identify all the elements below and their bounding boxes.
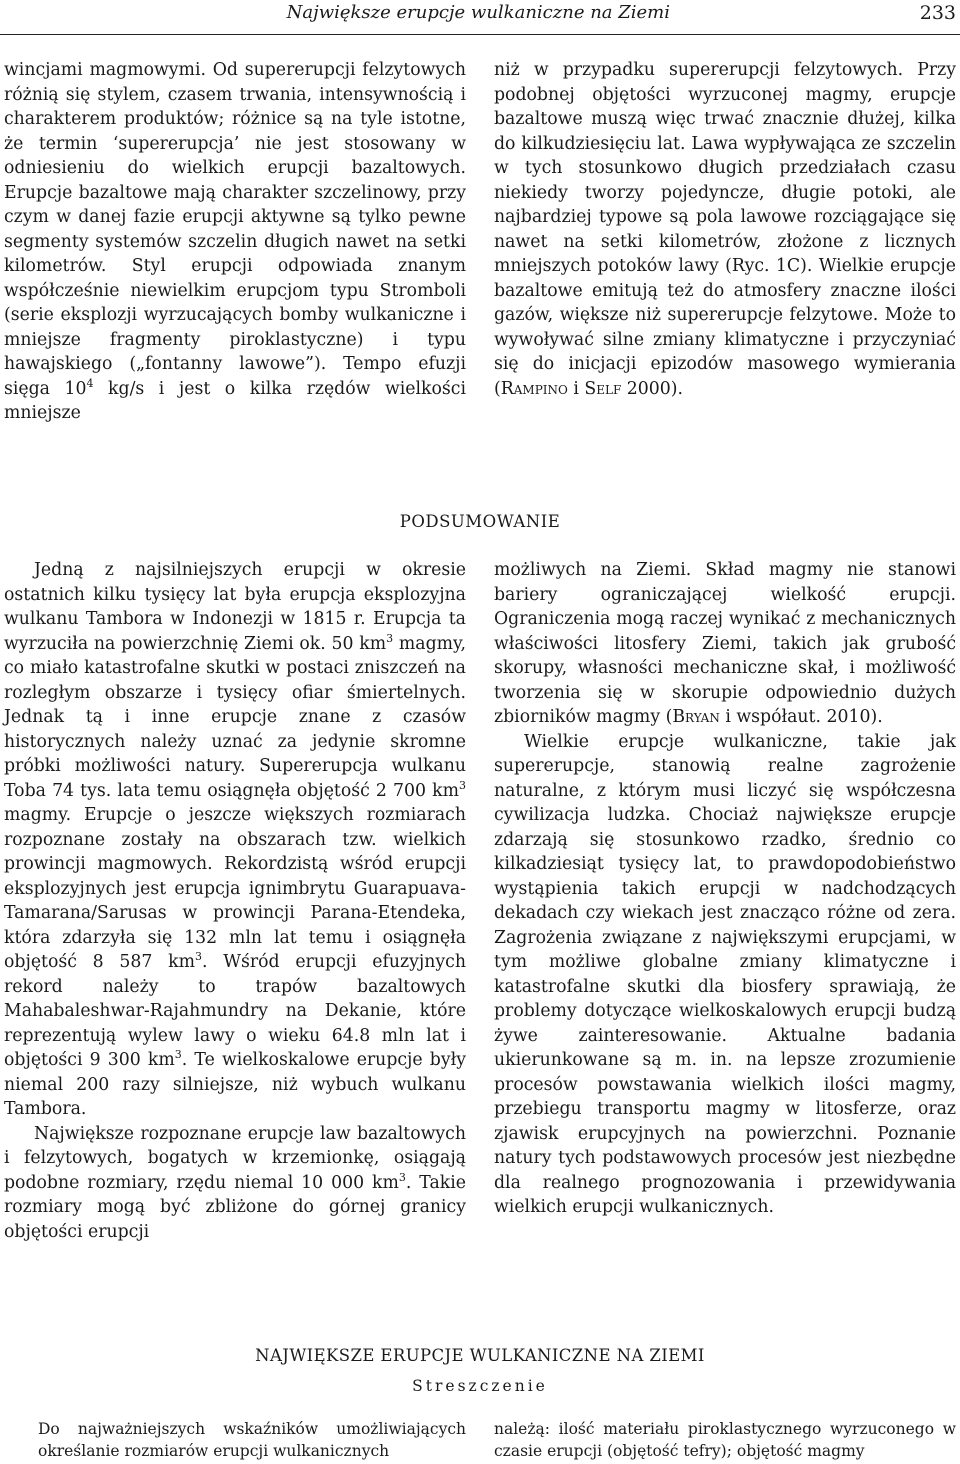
paragraph-largest-eruptions: Największe rozpoznane erupcje law bazaltowych i felzytowych, bogatych w krzemionkę, osiągają podobne rozmiary, rzędu niemal 10 000 $km^3$. Takie rozmiary mogą być zbliżone do górnej granicy objętości erupcji (4, 1123, 466, 1242)
section-heading-summary: PODSUMOWANIE (399, 512, 561, 531)
abstract-subtitle: Streszczenie (412, 1377, 548, 1395)
citation-author: Self (584, 378, 622, 399)
top-right-column (494, 58, 956, 401)
citation-author: Bryan (672, 707, 720, 727)
summary-right-column (494, 558, 956, 1220)
top-left-column (4, 58, 466, 426)
superscript: 3 (459, 778, 466, 792)
superscript: 3 (195, 950, 202, 964)
abstract-left-text: Do najważniejszych wskaźników umożliwiających określanie rozmiarów erupcji wulkanicznych (38, 1420, 466, 1460)
abstract-title: NAJWIĘKSZE ERUPCJE WULKANICZNE NA ZIEMI (255, 1346, 705, 1365)
paragraph-tambora: Jedną z najsilniejszych erupcji w okresie ostatnich kilku tysięcy lat była erupcja eksplozyjna wulkanu Tambora w Indonezji w 1815 r. Erupcja ta wyrzuciła na powierzchnię Ziemi ok. 50 $km^3$ magmy, co miało katastrofalne skutki w postaci zniszczeń na rozległym obszarze i tysięcy ofiar śmiertelnych. Jednak tą i inne erupcje znane z czasów historycznych należy uznać za jedynie skromne próbki możliwości natury. Supererupcja wulkanu Toba 74 tys. lata temu osiągnęła objętość 2 700 $km^3$ magmy. Erupcje o jeszcze większych rozmiarach rozpoznane zostały na obszarach tzw. wielkich prowincji magmowych. Rekordzistą wśród erupcji eksplozyjnych jest erupcja ignimbrytu Guarapuava-Tamarana/Sarusas w prowincji Parana-Etendeka, która zdarzyła się 132 mln lat temu i osiągnęła objętość 8 587 $km^3$. Wśród erupcji efuzyjnych rekord należy to trapów bazaltowych Mahabaleshwar-Rajahmundry na Dekanie, które reprezentują wylew lawy o wieku 64.8 mln lat i objętości 9 300 $km^3$. Te wielkoskalowe erupcje były niemal 200 razy silniejsze, niż wybuch wulkanu Tambora. (4, 560, 466, 1119)
abstract-left-column (38, 1418, 466, 1462)
page-number: 233 (919, 2, 956, 24)
running-header (0, 0, 960, 35)
citation-author: Rampino (500, 378, 568, 399)
paragraph-basalt-duration: niż w przypadku supererupcji felzytowych. Przy podobnej objętości wyrzuconej magmy, erupcje bazaltowe muszą więc trwać znacznie dłużej, kilka do kilkudziesięciu lat. Lawa wypływająca ze szczelin w tych stosunkowo długich przedziałach czasu niekiedy tworzy pojedyncze, długie potoki, ale najbardziej typowe są pola lawowe rozciągające się nawet na setki kilometrów, złożone z licznych mniejszych potoków lawy (Ryc. 1C). Wielkie erupcje bazaltowe emitują też do atmosfery znaczne ilości gazów, większe niż supererupcje felzytowe. Może to wywoływać silne zmiany klimatyczne i przyczyniać się do inicjacji epizodów masowego wymierania (Rampino i Self 2000). (494, 60, 956, 399)
summary-left-column (4, 558, 466, 1244)
running-title: Największe erupcje wulkaniczne na Ziemi (286, 2, 670, 23)
paragraph-basalt-eruptions: wincjami magmowymi. Od supererupcji felzytowych różnią się stylem, czasem trwania, intensywnością i charakterem produktów; różnice są na tyle istotne, że termin ‘supererupcja’ nie jest stosowany w odniesieniu do wielkich erupcji bazaltowych. Erupcje bazaltowe mają charakter szczelinowy, przy czym w danej fazie erupcji aktywne są tylko pewne segmenty systemów szczelin długich nawet na setki kilometrów. Styl erupcji odpowiada znanym współcześnie niewielkim erupcjom typu Stromboli (serie eksplozji wyrzucających bomby wulkaniczne i mniejsze fragmenty piroklastyczne) i typu hawajskiego („fontanny lawowe”). Tempo efuzji sięga $10^4$ kg/s i jest o kilka rzędów wielkości mniejsze (4, 60, 466, 423)
abstract-right-column (494, 1418, 956, 1462)
abstract-right-text: należą: ilość materiału piroklastycznego wyrzuconego w czasie erupcji (objętość tefry); objętość magmy (494, 1420, 956, 1460)
paragraph-limits: możliwych na Ziemi. Skład magmy nie stanowi bariery ograniczającej wielkość erupcji. Ograniczenia mogą raczej wynikać z mechanicznych właściwości litosfery Ziemi, takich jak grubość skorupy, własności mechaniczne skał, i możliwość tworzenia się w skorupie odpowiednio dużych zbiorników magmy (Bryan i współaut. 2010). (494, 560, 956, 727)
superscript: 3 (174, 1048, 182, 1062)
superscript: 4 (86, 376, 94, 390)
superscript: 3 (386, 631, 394, 645)
paragraph-hazards: Wielkie erupcje wulkaniczne, takie jak supererupcje, stanowią realne zagrożenie naturalne, z którym musi liczyć się współczesna cywilizacja ludzka. Chociaż największe erupcje zdarzają się stosunkowo rzadko, średnio co kilkadziesiąt tysięcy lat, to prawdopodobieństwo wystąpienia takich erupcji w nadchodzących dekadach czy wiekach jest znacząco różne od zera. Zagrożenia związane z największymi erupcjami, w tym możliwe globalne zmiany klimatyczne i katastrofalne skutki dla biosfery sprawiają, że problemy dotyczące wielkoskalowych erupcji budzą żywe zainteresowanie. Aktualne badania ukierunkowane są m. in. na lepsze zrozumienie procesów powstawania wielkich ilości magmy, przebiegu transportu magmy w litosferze, oraz zjawisk erupcyjnych na powierzchni. Poznanie natury tych podstawowych procesów jest niezbędne dla realnego prognozowania i przewidywania wielkich erupcji wulkanicznych. (494, 731, 956, 1217)
superscript: 3 (398, 1170, 406, 1184)
